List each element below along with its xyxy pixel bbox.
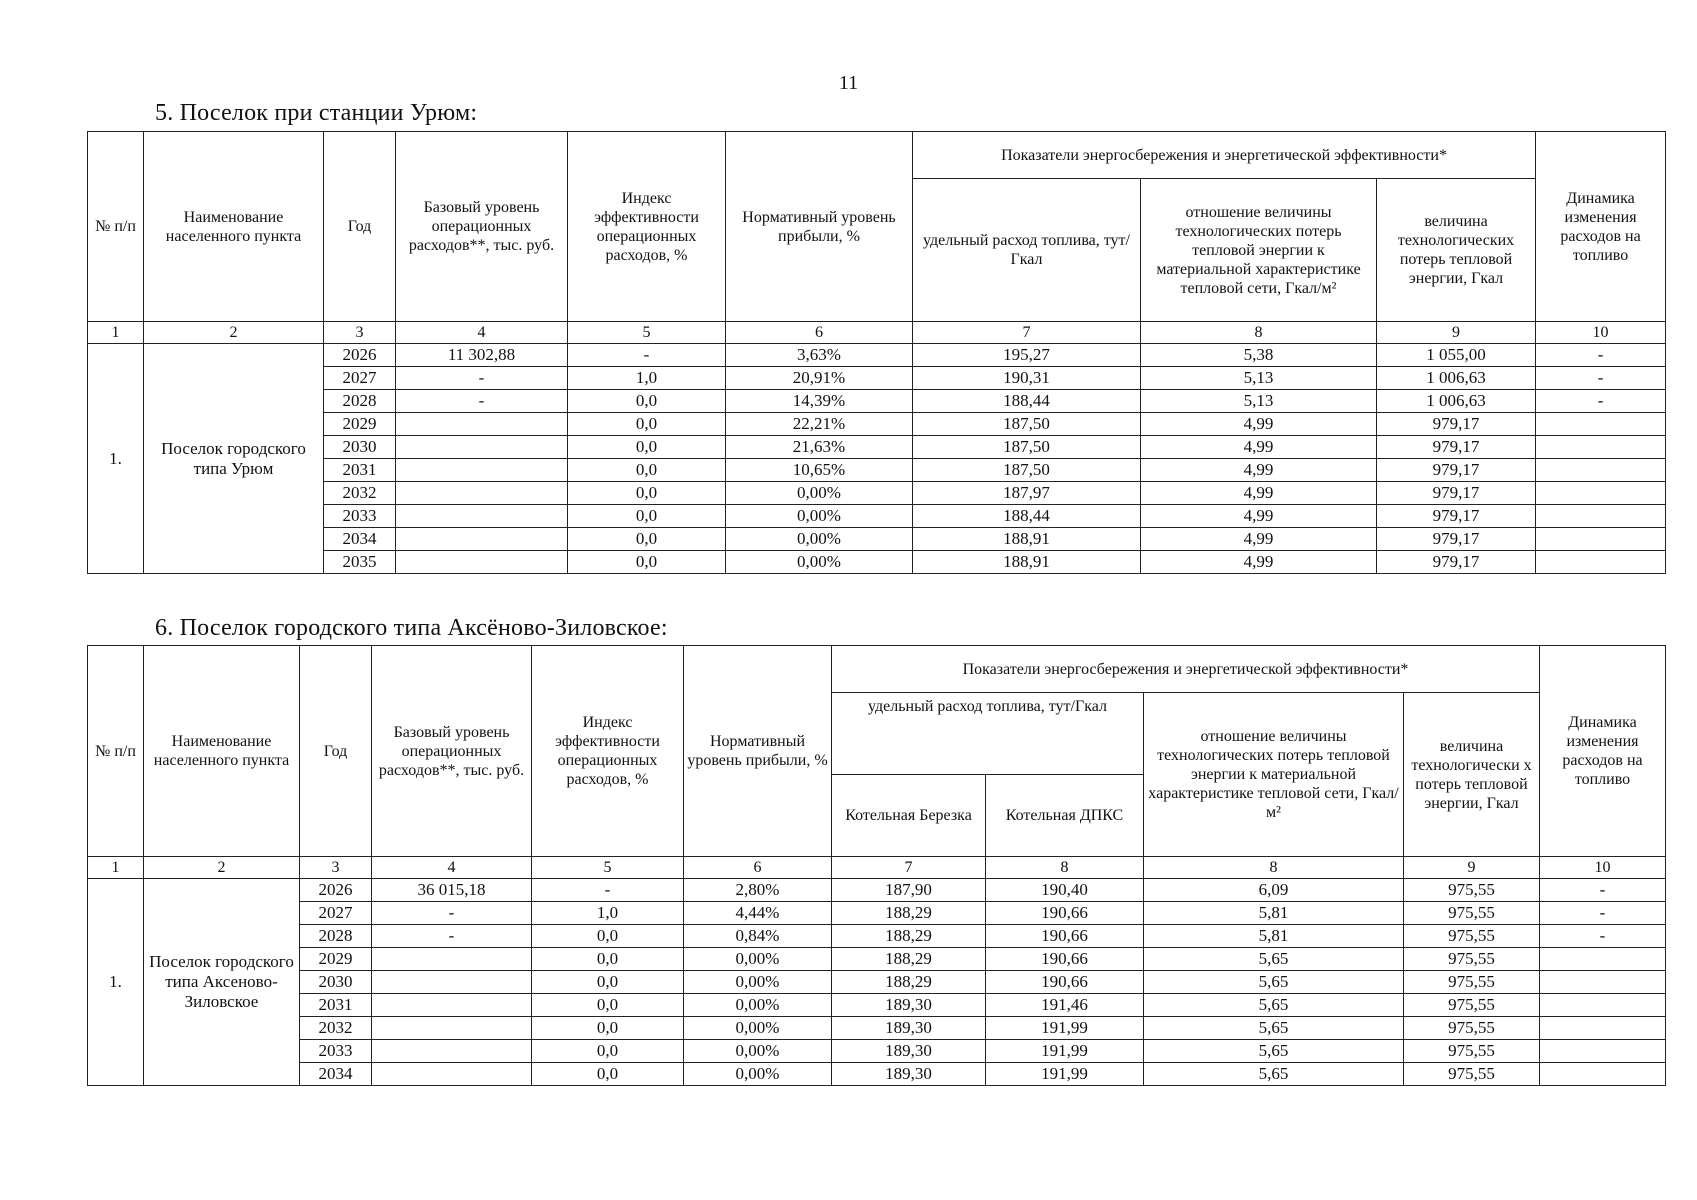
cell-profit: 0,00% bbox=[726, 482, 913, 505]
cell-dyn bbox=[1536, 528, 1666, 551]
cell-ratio: 5,65 bbox=[1144, 1063, 1404, 1086]
cell-fuel: 187,97 bbox=[913, 482, 1141, 505]
table-row bbox=[88, 1040, 1666, 1063]
cell-fuel: 187,50 bbox=[913, 413, 1141, 436]
section-5-title: 5. Поселок при станции Урюм: bbox=[155, 100, 478, 126]
cell-base: 11 302,88 bbox=[396, 344, 568, 367]
cell-b1: 188,29 bbox=[832, 971, 986, 994]
header-fuel-dynamics: Динамика изменения расходов на топливо bbox=[1540, 646, 1666, 857]
cell-dyn bbox=[1536, 505, 1666, 528]
page-number: 11 bbox=[838, 72, 859, 94]
cell-base: - bbox=[396, 367, 568, 390]
cell-fuel: 195,27 bbox=[913, 344, 1141, 367]
cell-year: 2033 bbox=[324, 505, 396, 528]
header-fuel-dynamics: Динамика изменения расходов на топливо bbox=[1536, 132, 1666, 322]
table-row bbox=[88, 879, 1666, 902]
cell-losses: 979,17 bbox=[1377, 459, 1536, 482]
cell-base bbox=[372, 948, 532, 971]
header-fuel-rate: удельный расход топлива, тут/Гкал bbox=[913, 179, 1141, 322]
table-row bbox=[88, 413, 1666, 436]
cell-b2: 190,66 bbox=[986, 948, 1144, 971]
section-6-table bbox=[87, 645, 1666, 1086]
col-number: 2 bbox=[144, 857, 300, 879]
cell-fuel: 188,91 bbox=[913, 551, 1141, 574]
cell-ratio: 5,81 bbox=[1144, 902, 1404, 925]
header-profit-level: Нормативный уровень прибыли, % bbox=[726, 132, 913, 322]
cell-year: 2026 bbox=[300, 879, 372, 902]
cell-losses: 979,17 bbox=[1377, 551, 1536, 574]
cell-dyn bbox=[1540, 971, 1666, 994]
cell-fuel: 188,91 bbox=[913, 528, 1141, 551]
cell-base: 36 015,18 bbox=[372, 879, 532, 902]
cell-year: 2028 bbox=[300, 925, 372, 948]
cell-year: 2032 bbox=[300, 1017, 372, 1040]
col-number: 7 bbox=[832, 857, 986, 879]
cell-base bbox=[396, 413, 568, 436]
cell-year: 2027 bbox=[300, 902, 372, 925]
col-number: 3 bbox=[324, 322, 396, 344]
cell-year: 2033 bbox=[300, 1040, 372, 1063]
cell-index: 0,0 bbox=[568, 436, 726, 459]
cell-profit: 21,63% bbox=[726, 436, 913, 459]
cell-losses: 975,55 bbox=[1404, 879, 1540, 902]
cell-base bbox=[396, 551, 568, 574]
cell-index: 0,0 bbox=[532, 994, 684, 1017]
header-energy-group: Показатели энергосбережения и энергетической эффективности* bbox=[832, 646, 1540, 693]
table-row bbox=[88, 505, 1666, 528]
cell-year: 2030 bbox=[324, 436, 396, 459]
header-settlement-name: Наименование населенного пункта bbox=[144, 132, 324, 322]
cell-dyn: - bbox=[1540, 925, 1666, 948]
cell-ratio: 4,99 bbox=[1141, 528, 1377, 551]
cell-index: 0,0 bbox=[532, 1017, 684, 1040]
cell-b2: 190,66 bbox=[986, 925, 1144, 948]
cell-dyn bbox=[1536, 413, 1666, 436]
cell-losses: 979,17 bbox=[1377, 413, 1536, 436]
header-profit-level: Нормативный уровень прибыли, % bbox=[684, 646, 832, 857]
cell-b1: 189,30 bbox=[832, 1017, 986, 1040]
header-boiler-berezka: Котельная Березка bbox=[832, 775, 986, 857]
cell-profit: 10,65% bbox=[726, 459, 913, 482]
cell-base bbox=[396, 482, 568, 505]
cell-fuel: 187,50 bbox=[913, 459, 1141, 482]
header-loss-ratio: отношение величины технологических потерь тепловой энергии к материальной характеристике тепловой сети, Гкал/м² bbox=[1141, 179, 1377, 322]
header-num: № п/п bbox=[88, 132, 144, 322]
cell-dyn bbox=[1536, 459, 1666, 482]
cell-profit: 0,00% bbox=[684, 971, 832, 994]
col-number: 8 bbox=[986, 857, 1144, 879]
header-heat-losses: величина технологически х потерь тепловой энергии, Гкал bbox=[1404, 693, 1540, 857]
table-row bbox=[88, 925, 1666, 948]
cell-dyn bbox=[1540, 1017, 1666, 1040]
cell-year: 2029 bbox=[300, 948, 372, 971]
header-efficiency-index: Индекс эффективности операционных расходов, % bbox=[532, 646, 684, 857]
row-number-cell: 1. bbox=[88, 344, 144, 574]
col-number: 2 bbox=[144, 322, 324, 344]
cell-base bbox=[396, 436, 568, 459]
cell-index: 0,0 bbox=[532, 1040, 684, 1063]
cell-losses: 975,55 bbox=[1404, 1040, 1540, 1063]
header-heat-losses: величина технологических потерь тепловой энергии, Гкал bbox=[1377, 179, 1536, 322]
cell-dyn bbox=[1536, 551, 1666, 574]
col-number: 4 bbox=[372, 857, 532, 879]
cell-ratio: 5,65 bbox=[1144, 1017, 1404, 1040]
cell-index: 0,0 bbox=[532, 925, 684, 948]
cell-index: 0,0 bbox=[568, 413, 726, 436]
cell-index: 1,0 bbox=[568, 367, 726, 390]
header-boiler-dpks: Котельная ДПКС bbox=[986, 775, 1144, 857]
row-number-cell: 1. bbox=[88, 879, 144, 1086]
table-row bbox=[88, 551, 1666, 574]
cell-ratio: 5,65 bbox=[1144, 1040, 1404, 1063]
col-number: 10 bbox=[1540, 857, 1666, 879]
cell-ratio: 5,65 bbox=[1144, 994, 1404, 1017]
col-number: 9 bbox=[1377, 322, 1536, 344]
cell-year: 2027 bbox=[324, 367, 396, 390]
cell-year: 2030 bbox=[300, 971, 372, 994]
cell-dyn bbox=[1540, 994, 1666, 1017]
cell-b2: 191,99 bbox=[986, 1063, 1144, 1086]
cell-base bbox=[372, 994, 532, 1017]
table-row bbox=[88, 344, 1666, 367]
cell-losses: 1 055,00 bbox=[1377, 344, 1536, 367]
header-year: Год bbox=[324, 132, 396, 322]
cell-losses: 975,55 bbox=[1404, 1063, 1540, 1086]
cell-dyn: - bbox=[1536, 367, 1666, 390]
cell-base bbox=[396, 528, 568, 551]
cell-index: 0,0 bbox=[568, 482, 726, 505]
cell-profit: 2,80% bbox=[684, 879, 832, 902]
cell-ratio: 5,65 bbox=[1144, 948, 1404, 971]
cell-profit: 0,00% bbox=[726, 528, 913, 551]
cell-dyn bbox=[1536, 436, 1666, 459]
cell-losses: 979,17 bbox=[1377, 482, 1536, 505]
header-base-opex: Базовый уровень операционных расходов**, тыс. руб. bbox=[372, 646, 532, 857]
table-row bbox=[88, 528, 1666, 551]
table-row bbox=[88, 948, 1666, 971]
cell-b2: 191,99 bbox=[986, 1040, 1144, 1063]
header-settlement-name: Наименование населенного пункта bbox=[144, 646, 300, 857]
cell-index: 0,0 bbox=[532, 948, 684, 971]
cell-losses: 975,55 bbox=[1404, 902, 1540, 925]
section-6-title: 6. Поселок городского типа Аксёново-Зиловское: bbox=[155, 615, 668, 641]
cell-base bbox=[372, 1063, 532, 1086]
cell-base bbox=[372, 1017, 532, 1040]
table-row bbox=[88, 994, 1666, 1017]
cell-profit: 0,00% bbox=[684, 1017, 832, 1040]
table-row bbox=[88, 367, 1666, 390]
column-number-row bbox=[88, 322, 1666, 344]
cell-year: 2026 bbox=[324, 344, 396, 367]
cell-b2: 190,66 bbox=[986, 902, 1144, 925]
cell-ratio: 6,09 bbox=[1144, 879, 1404, 902]
cell-ratio: 5,65 bbox=[1144, 971, 1404, 994]
table-row bbox=[88, 971, 1666, 994]
cell-base: - bbox=[372, 902, 532, 925]
cell-b1: 188,29 bbox=[832, 948, 986, 971]
cell-profit: 4,44% bbox=[684, 902, 832, 925]
cell-index: 0,0 bbox=[532, 971, 684, 994]
cell-profit: 0,00% bbox=[684, 1063, 832, 1086]
table-row bbox=[88, 1017, 1666, 1040]
cell-losses: 975,55 bbox=[1404, 925, 1540, 948]
cell-ratio: 4,99 bbox=[1141, 482, 1377, 505]
col-number: 9 bbox=[1404, 857, 1540, 879]
cell-year: 2031 bbox=[300, 994, 372, 1017]
header-num: № п/п bbox=[88, 646, 144, 857]
cell-profit: 0,00% bbox=[684, 948, 832, 971]
cell-profit: 14,39% bbox=[726, 390, 913, 413]
cell-ratio: 5,13 bbox=[1141, 390, 1377, 413]
cell-dyn: - bbox=[1540, 879, 1666, 902]
cell-ratio: 4,99 bbox=[1141, 459, 1377, 482]
cell-losses: 975,55 bbox=[1404, 948, 1540, 971]
col-number: 3 bbox=[300, 857, 372, 879]
cell-b2: 190,40 bbox=[986, 879, 1144, 902]
cell-b1: 189,30 bbox=[832, 994, 986, 1017]
cell-b1: 189,30 bbox=[832, 1040, 986, 1063]
cell-dyn bbox=[1540, 948, 1666, 971]
cell-b2: 190,66 bbox=[986, 971, 1144, 994]
cell-b1: 189,30 bbox=[832, 1063, 986, 1086]
header-loss-ratio: отношение величины технологических потерь тепловой энергии к материальной характеристике тепловой сети, Гкал/м² bbox=[1144, 693, 1404, 857]
cell-b2: 191,99 bbox=[986, 1017, 1144, 1040]
col-number: 1 bbox=[88, 857, 144, 879]
cell-base: - bbox=[396, 390, 568, 413]
cell-dyn bbox=[1540, 1040, 1666, 1063]
cell-profit: 0,00% bbox=[684, 994, 832, 1017]
cell-year: 2034 bbox=[300, 1063, 372, 1086]
table-row bbox=[88, 482, 1666, 505]
cell-losses: 979,17 bbox=[1377, 505, 1536, 528]
col-number: 7 bbox=[913, 322, 1141, 344]
cell-ratio: 4,99 bbox=[1141, 551, 1377, 574]
col-number: 6 bbox=[684, 857, 832, 879]
table-row bbox=[88, 1063, 1666, 1086]
header-efficiency-index: Индекс эффективности операционных расходов, % bbox=[568, 132, 726, 322]
cell-losses: 1 006,63 bbox=[1377, 390, 1536, 413]
cell-index: 1,0 bbox=[532, 902, 684, 925]
table-row bbox=[88, 436, 1666, 459]
cell-base bbox=[396, 459, 568, 482]
cell-index: 0,0 bbox=[532, 1063, 684, 1086]
cell-base bbox=[372, 971, 532, 994]
cell-base: - bbox=[372, 925, 532, 948]
settlement-name-cell: Поселок городского типа Урюм bbox=[144, 344, 324, 574]
cell-index: 0,0 bbox=[568, 505, 726, 528]
cell-ratio: 5,13 bbox=[1141, 367, 1377, 390]
cell-dyn: - bbox=[1536, 390, 1666, 413]
col-number: 1 bbox=[88, 322, 144, 344]
col-number: 10 bbox=[1536, 322, 1666, 344]
cell-fuel: 188,44 bbox=[913, 505, 1141, 528]
col-number: 8 bbox=[1144, 857, 1404, 879]
cell-index: - bbox=[568, 344, 726, 367]
cell-year: 2035 bbox=[324, 551, 396, 574]
cell-index: 0,0 bbox=[568, 459, 726, 482]
section-5-table bbox=[87, 131, 1666, 574]
cell-dyn: - bbox=[1536, 344, 1666, 367]
cell-year: 2029 bbox=[324, 413, 396, 436]
cell-ratio: 5,81 bbox=[1144, 925, 1404, 948]
col-number: 5 bbox=[532, 857, 684, 879]
cell-b1: 188,29 bbox=[832, 925, 986, 948]
cell-losses: 975,55 bbox=[1404, 994, 1540, 1017]
cell-ratio: 4,99 bbox=[1141, 436, 1377, 459]
cell-dyn bbox=[1540, 1063, 1666, 1086]
cell-dyn: - bbox=[1540, 902, 1666, 925]
header-year: Год bbox=[300, 646, 372, 857]
cell-ratio: 4,99 bbox=[1141, 505, 1377, 528]
cell-b1: 187,90 bbox=[832, 879, 986, 902]
cell-profit: 0,00% bbox=[726, 551, 913, 574]
header-base-opex: Базовый уровень операционных расходов**, тыс. руб. bbox=[396, 132, 568, 322]
cell-profit: 0,84% bbox=[684, 925, 832, 948]
cell-losses: 979,17 bbox=[1377, 436, 1536, 459]
cell-profit: 22,21% bbox=[726, 413, 913, 436]
cell-profit: 3,63% bbox=[726, 344, 913, 367]
cell-losses: 975,55 bbox=[1404, 1017, 1540, 1040]
cell-ratio: 4,99 bbox=[1141, 413, 1377, 436]
cell-profit: 20,91% bbox=[726, 367, 913, 390]
col-number: 5 bbox=[568, 322, 726, 344]
cell-index: 0,0 bbox=[568, 390, 726, 413]
cell-index: 0,0 bbox=[568, 551, 726, 574]
column-number-row bbox=[88, 857, 1666, 879]
cell-b2: 191,46 bbox=[986, 994, 1144, 1017]
cell-base bbox=[372, 1040, 532, 1063]
cell-year: 2028 bbox=[324, 390, 396, 413]
cell-year: 2032 bbox=[324, 482, 396, 505]
cell-fuel: 187,50 bbox=[913, 436, 1141, 459]
cell-fuel: 188,44 bbox=[913, 390, 1141, 413]
table-row bbox=[88, 459, 1666, 482]
cell-year: 2031 bbox=[324, 459, 396, 482]
cell-index: - bbox=[532, 879, 684, 902]
header-fuel-rate: удельный расход топлива, тут/Гкал bbox=[832, 693, 1144, 775]
cell-base bbox=[396, 505, 568, 528]
cell-ratio: 5,38 bbox=[1141, 344, 1377, 367]
table-row bbox=[88, 902, 1666, 925]
cell-b1: 188,29 bbox=[832, 902, 986, 925]
cell-index: 0,0 bbox=[568, 528, 726, 551]
settlement-name-cell: Поселок городского типа Аксеново-Зиловское bbox=[144, 879, 300, 1086]
cell-dyn bbox=[1536, 482, 1666, 505]
col-number: 8 bbox=[1141, 322, 1377, 344]
cell-profit: 0,00% bbox=[726, 505, 913, 528]
header-energy-group: Показатели энергосбережения и энергетической эффективности* bbox=[913, 132, 1536, 179]
col-number: 6 bbox=[726, 322, 913, 344]
table-row bbox=[88, 390, 1666, 413]
cell-losses: 975,55 bbox=[1404, 971, 1540, 994]
cell-losses: 1 006,63 bbox=[1377, 367, 1536, 390]
cell-profit: 0,00% bbox=[684, 1040, 832, 1063]
cell-fuel: 190,31 bbox=[913, 367, 1141, 390]
cell-year: 2034 bbox=[324, 528, 396, 551]
cell-losses: 979,17 bbox=[1377, 528, 1536, 551]
col-number: 4 bbox=[396, 322, 568, 344]
